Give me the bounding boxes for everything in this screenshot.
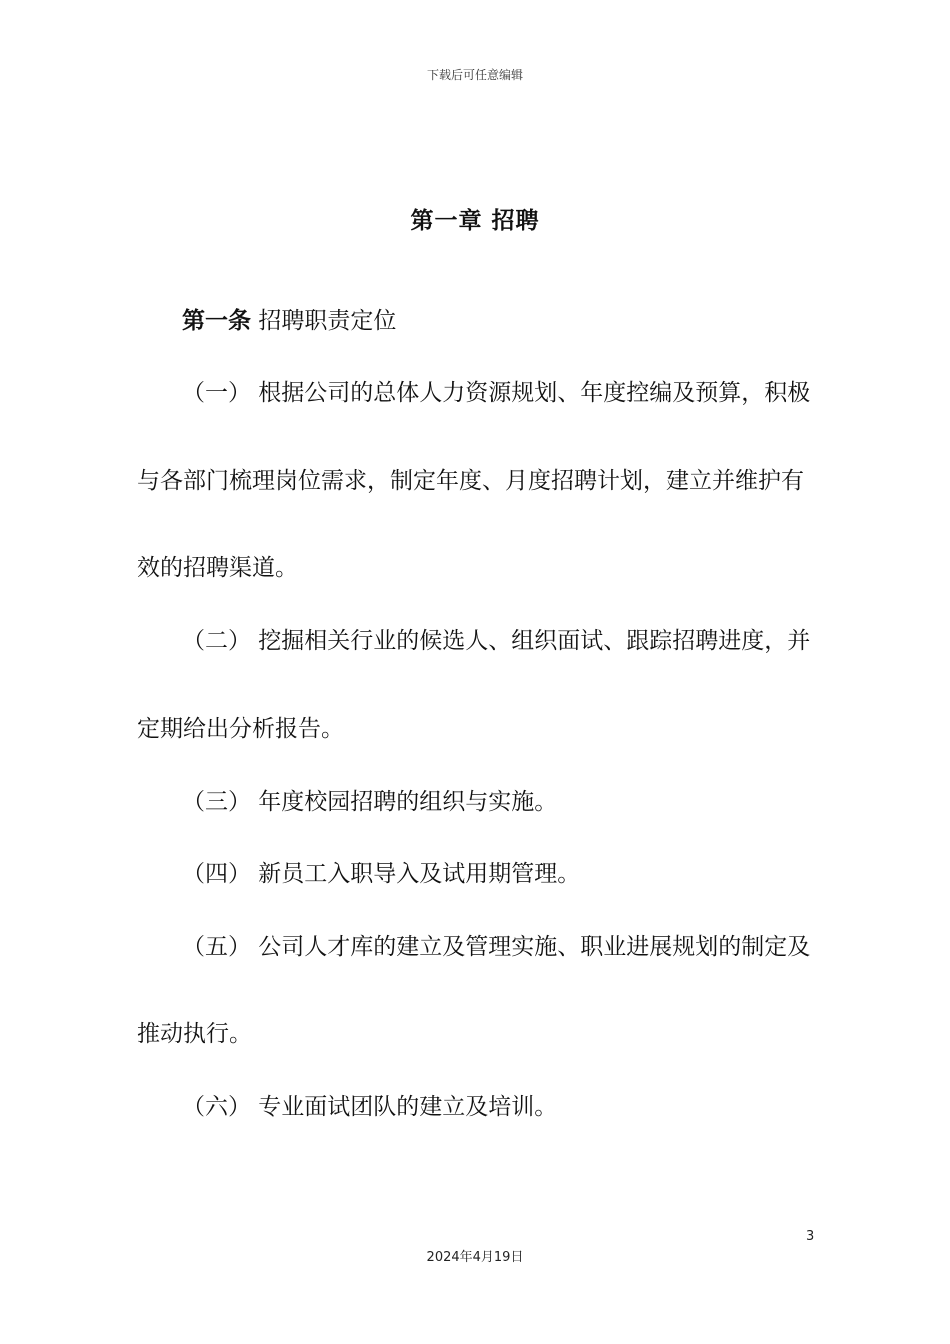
paragraph-line: （二） 挖掘相关行业的候选人、组织面试、跟踪招聘进度，并 [182, 628, 811, 654]
footer-date: 2024年4月19日 [426, 1250, 524, 1265]
paragraph-line: （三） 年度校园招聘的组织与实施。 [182, 789, 558, 815]
header-note: 下载后可任意编辑 [426, 68, 523, 82]
paragraph-line: 推动执行。 [137, 1021, 252, 1047]
paragraph-line: （一） 根据公司的总体人力资源规划、年度控编及预算，积极 [182, 380, 811, 406]
paragraph-line: 与各部门梳理岗位需求，制定年度、月度招聘计划，建立并维护有 [137, 468, 804, 494]
article-heading [182, 302, 396, 335]
paragraph-line: 效的招聘渠道。 [137, 555, 298, 581]
article-title: 招聘职责定位 [258, 308, 397, 334]
paragraph-line: 定期给出分析报告。 [137, 716, 344, 742]
paragraph-line: （五） 公司人才库的建立及管理实施、职业进展规划的制定及 [182, 934, 811, 960]
chapter-title: 第一章 招聘 [410, 208, 540, 234]
paragraph-line: （六） 专业面试团队的建立及培训。 [182, 1094, 558, 1120]
page-number: 3 [806, 1229, 815, 1244]
article-number: 第一条 [182, 308, 251, 334]
paragraph-line: （四） 新员工入职导入及试用期管理。 [182, 861, 581, 887]
